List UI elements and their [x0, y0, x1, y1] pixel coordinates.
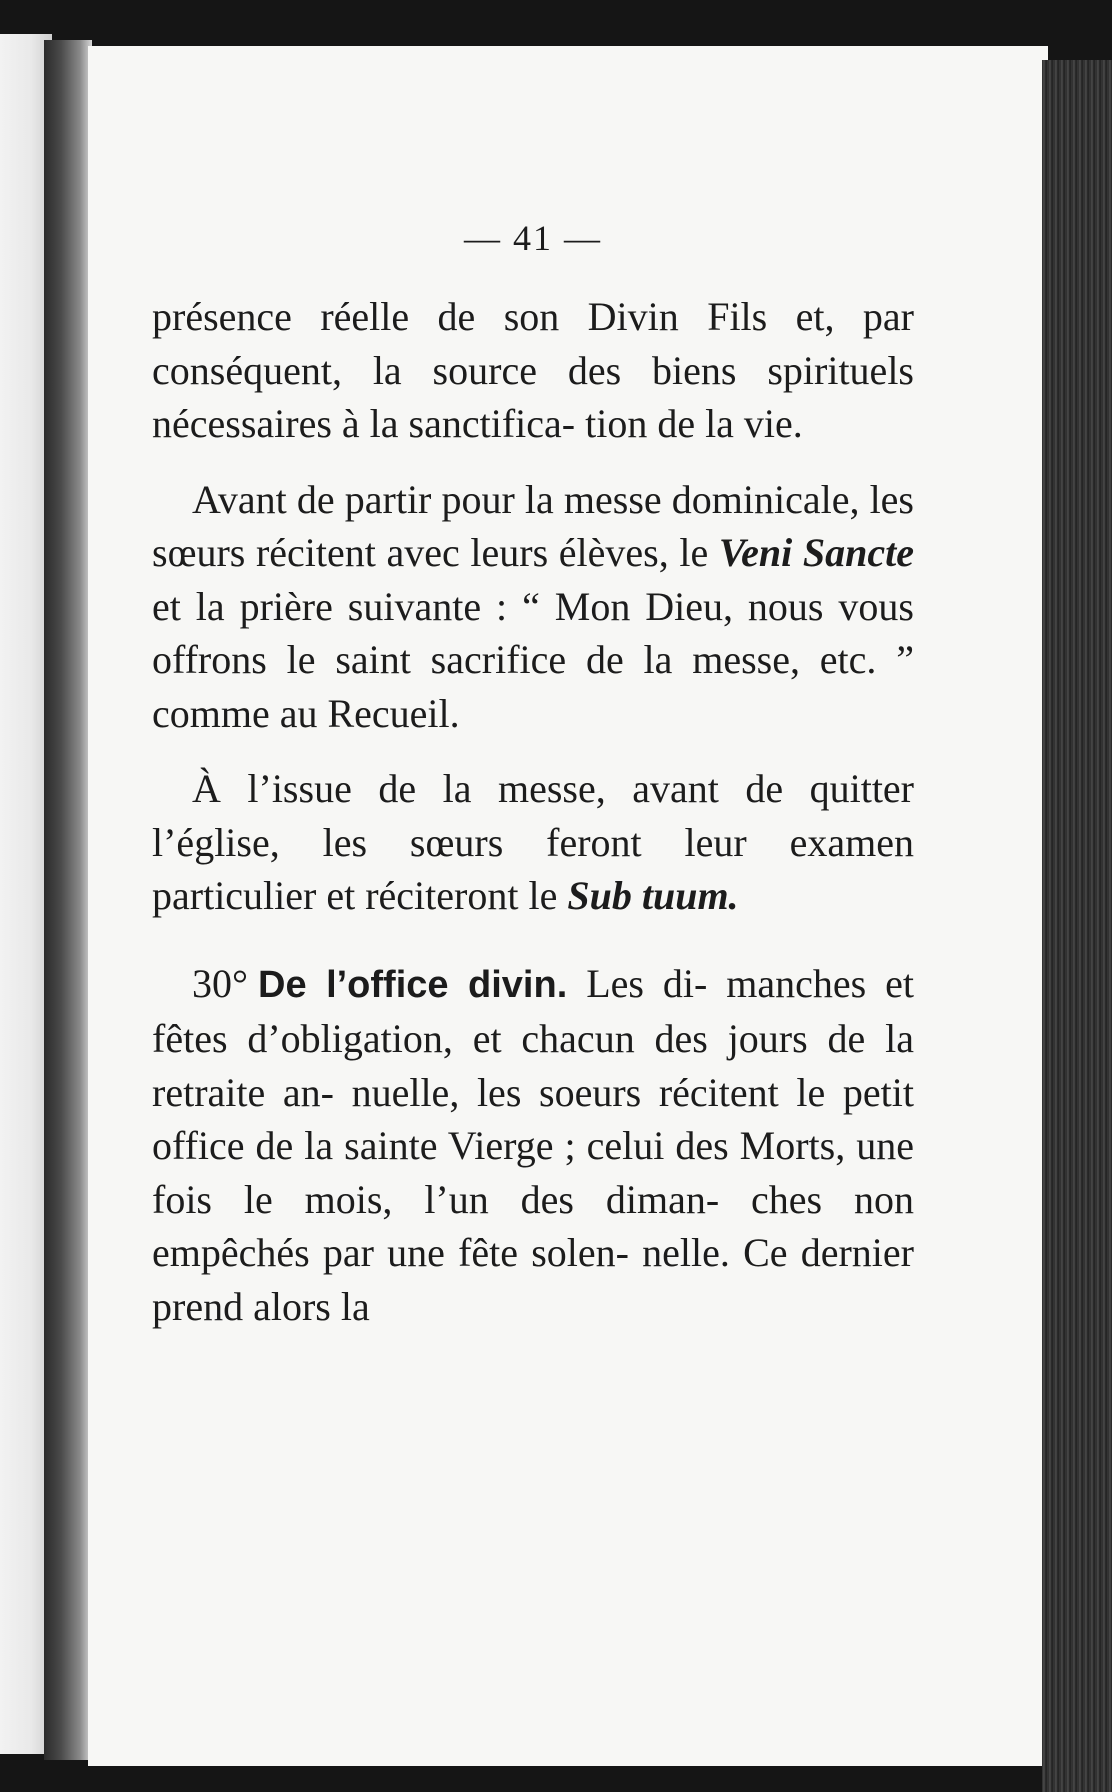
section-number: 30° — [192, 960, 248, 1006]
book-gutter — [44, 40, 92, 1760]
page-edges — [1042, 60, 1112, 1792]
page-number: — 41 — — [464, 218, 602, 258]
paragraph-4 — [152, 957, 914, 1334]
paragraph-4-text: Les di- manches et fêtes d’obligation, et chacun des jours de la retraite an- nuelle, les soeurs récitent le petit office de la sainte Vierge ; celui des Morts, une fois le mois, l’un des diman- ches non empêchés par une fête solen- nelle. Ce dernier prend alors la — [152, 960, 915, 1329]
paragraph-3-italic: Sub tuum. — [567, 873, 739, 918]
paragraph-2-italic: Veni Sancte — [718, 530, 914, 575]
paragraph-1: présence réelle de son Divin Fils et, par conséquent, la source des biens spirituels nécessaires à la sanctifica- tion de la vie. — [152, 294, 914, 446]
paragraph-3-text: À l’issue de la messe, avant de quitter l’église, les sœurs feront leur examen particulier et réciteront le — [152, 766, 914, 918]
paragraph-2-text-b: et la prière suivante : “ Mon Dieu, nous vous offrons le saint sacrifice de la messe, etc. ” comme au Recueil. — [152, 583, 914, 736]
paragraph-3 — [152, 762, 914, 923]
paragraph-2-text-a: Avant de partir pour la messe dominicale, les sœurs récitent avec leurs élèves, le — [152, 476, 914, 575]
paragraph-2 — [152, 473, 914, 741]
page-text — [152, 210, 914, 1355]
section-heading: De l’office divin. — [258, 963, 568, 1006]
